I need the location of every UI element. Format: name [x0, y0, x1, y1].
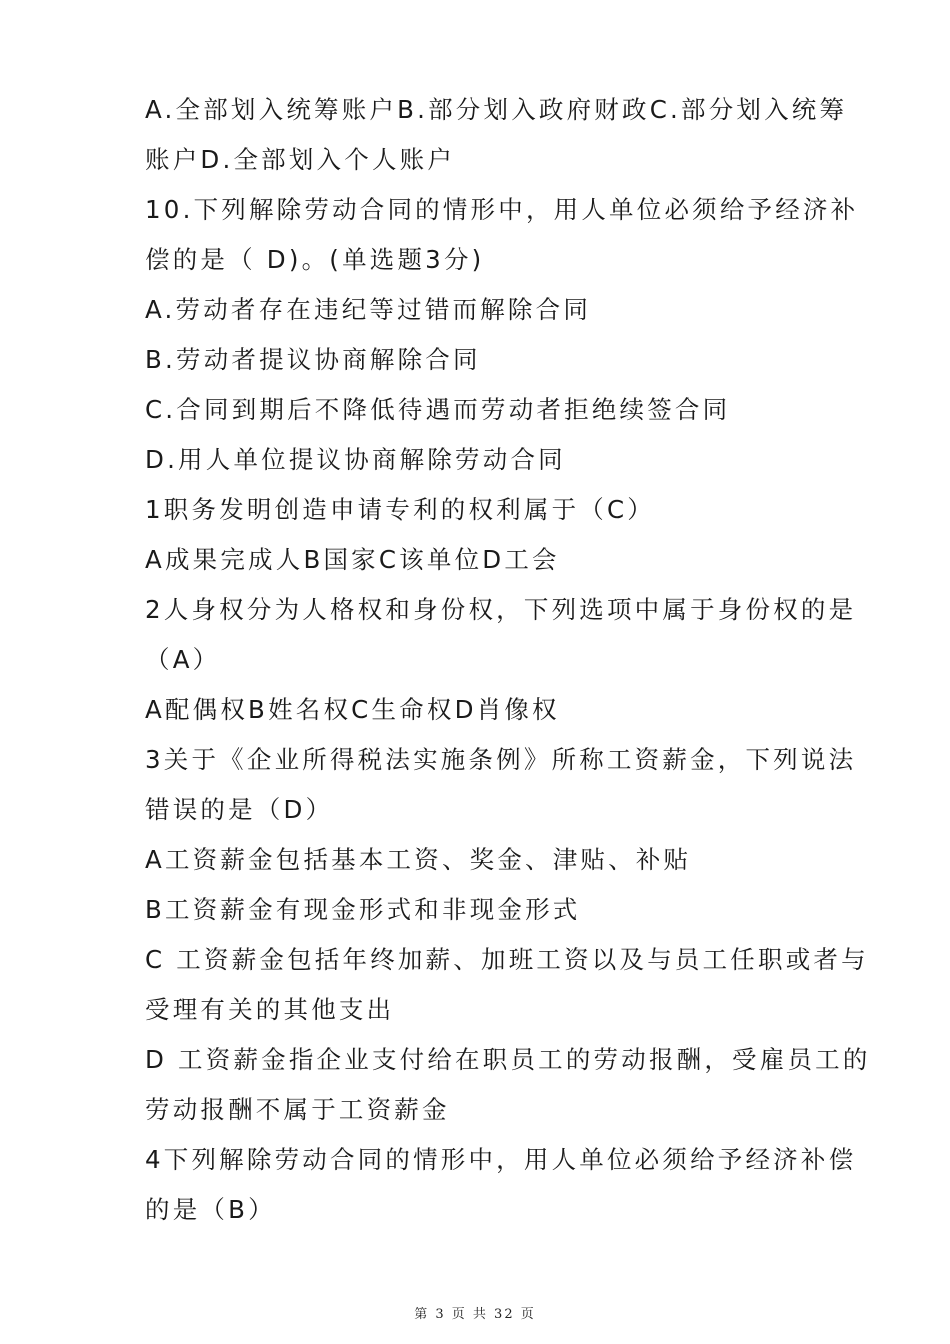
text-line: 2人身权分为人格权和身份权，下列选项中属于身份权的是 — [145, 595, 857, 624]
text-line: 错误的是（D） — [145, 795, 334, 824]
text-line: 劳动报酬不属于工资薪金 — [145, 1095, 450, 1124]
document-body — [145, 85, 871, 1235]
text-line: 偿的是（ D)。(单选题3分) — [145, 245, 485, 274]
text-line: A成果完成人B国家C该单位D工会 — [145, 545, 560, 574]
text-line: 受理有关的其他支出 — [145, 995, 395, 1024]
text-line: 账户D.全部划入个人账户 — [145, 145, 456, 174]
text-line: D.用人单位提议协商解除劳动合同 — [145, 445, 566, 474]
text-line: B.劳动者提议协商解除合同 — [145, 345, 481, 374]
text-line: C.合同到期后不降低待遇而劳动者拒绝续签合同 — [145, 395, 731, 424]
text-line: 的是（B） — [145, 1195, 276, 1224]
text-line: C 工资薪金包括年终加薪、加班工资以及与员工任职或者与 — [145, 945, 869, 974]
text-line: D 工资薪金指企业支付给在职员工的劳动报酬，受雇员工的 — [145, 1045, 871, 1074]
text-line: 1职务发明创造申请专利的权利属于（C） — [145, 495, 655, 524]
text-line: B工资薪金有现金形式和非现金形式 — [145, 895, 581, 924]
text-line: A.劳动者存在违纪等过错而解除合同 — [145, 295, 592, 324]
text-line: A工资薪金包括基本工资、奖金、津贴、补贴 — [145, 845, 692, 874]
text-line: A.全部划入统筹账户B.部分划入政府财政C.部分划入统筹 — [145, 95, 848, 124]
text-line: （A） — [145, 645, 221, 674]
text-line: 3关于《企业所得税法实施条例》所称工资薪金，下列说法 — [145, 745, 857, 774]
text-line: 4下列解除劳动合同的情形中，用人单位必须给予经济补偿 — [145, 1145, 857, 1174]
text-line: 10.下列解除劳动合同的情形中，用人单位必须给予经济补 — [145, 195, 859, 224]
page-footer: 第 3 页 共 32 页 — [414, 1307, 536, 1322]
text-line: A配偶权B姓名权C生命权D肖像权 — [145, 695, 560, 724]
